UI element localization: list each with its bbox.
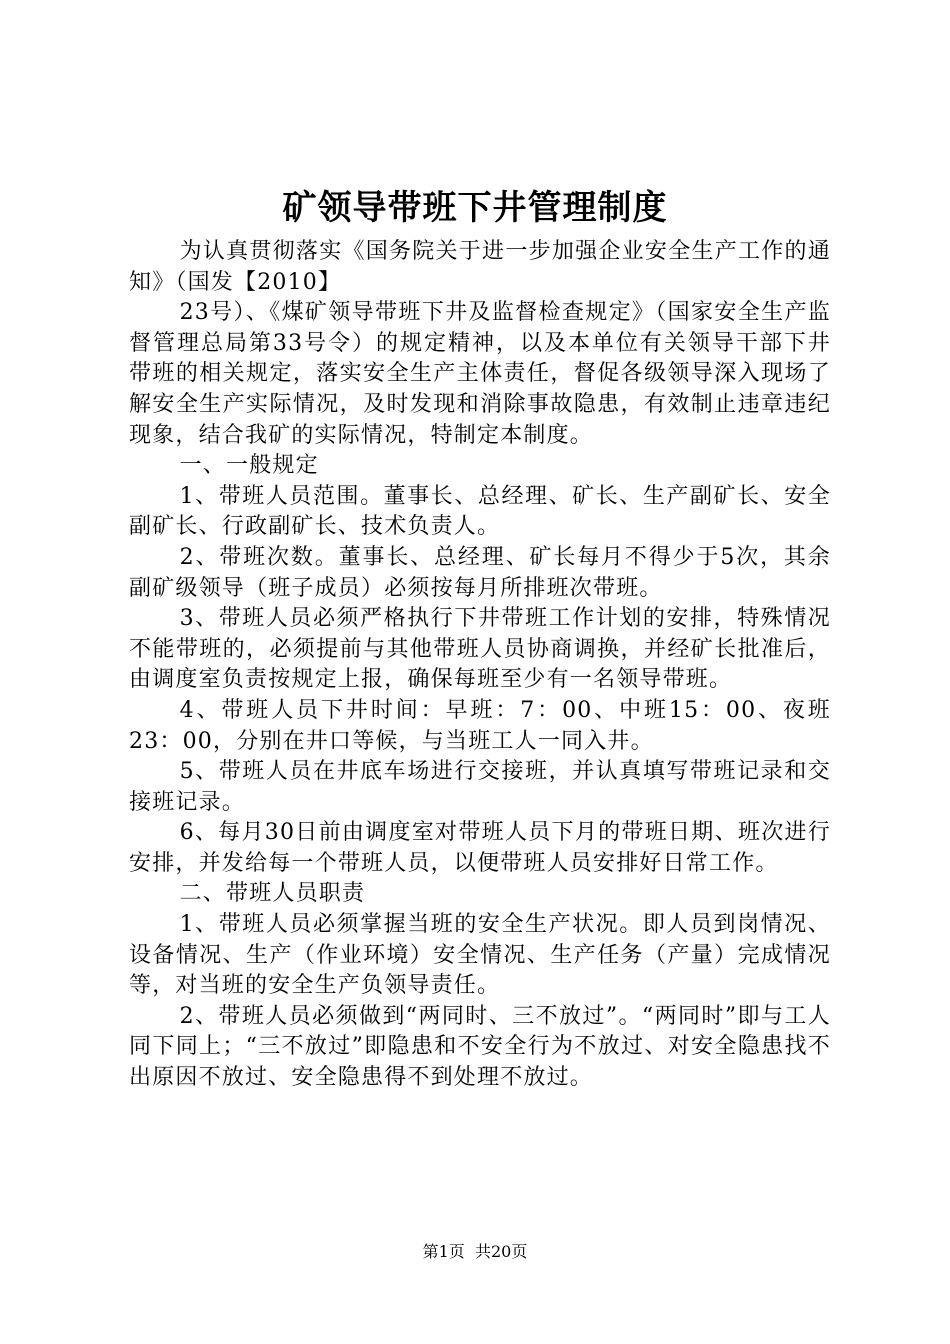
paragraph-duty-1: 1、带班人员必须掌握当班的安全生产状况。即人员到岗情况、设备情况、生产（作业环境）安全情况、生产任务（产量）完成情况等，对当班的安全生产负领导责任。 [129, 912, 831, 999]
page-total: 共20页 [474, 1242, 528, 1261]
paragraph-intro: 为认真贯彻落实《国务院关于进一步加强企业安全生产工作的通知》（国发【2010】 [129, 239, 831, 295]
paragraph-rule-3: 3、带班人员必须严格执行下井带班工作计划的安排，特殊情况不能带班的，必须提前与其他带班人员协商调换，并经矿长批准后，由调度室负责按规定上报，确保每班至少有一名领导带班。 [129, 606, 831, 693]
page-footer [0, 1240, 950, 1264]
paragraph-rule-1: 1、带班人员范围。董事长、总经理、矿长、生产副矿长、安全副矿长、行政副矿长、技术负责人。 [129, 483, 831, 540]
paragraph-rule-5: 5、带班人员在井底车场进行交接班，并认真填写带班记录和交接班记录。 [129, 759, 831, 815]
page-number: 第1页 [422, 1242, 465, 1261]
paragraph-rule-6: 6、每月30日前由调度室对带班人员下月的带班日期、班次进行安排，并发给每一个带班人员，以便带班人员安排好日常工作。 [129, 820, 831, 876]
paragraph-intro-continued: 23号）、《煤矿领导带班下井及监督检查规定》（国家安全生产监督管理总局第33号令）的规定精神，以及本单位有关领导干部下井带班的相关规定，落实安全生产主体责任，督促各级领导深入现场了解安全生产实际情况，及时发现和消除事故隐患，有效制止违章违纪现象，结合我矿的实际情况，特制定本制度。 [129, 300, 831, 448]
paragraph-duty-2: 2、带班人员必须做到“两同时、三不放过”。“两同时”即与工人同下同上；“三不放过”即隐患和不安全行为不放过、对安全隐患找不出原因不放过、安全隐患得不到处理不放过。 [129, 1003, 831, 1091]
section-heading-general: 一、一般规定 [179, 453, 319, 479]
paragraph-rule-4: 4、带班人员下井时间：早班：7：00、中班15：00、夜班23：00，分别在井口等候，与当班工人一同入井。 [129, 697, 831, 754]
section-heading-duties: 二、带班人员职责 [179, 881, 366, 907]
document-title: 矿领导带班下井管理制度 [282, 188, 668, 228]
paragraph-rule-2: 2、带班次数。董事长、总经理、矿长每月不得少于5次，其余副矿级领导（班子成员）必须按每月所排班次带班。 [129, 544, 831, 601]
document-body [129, 237, 831, 1094]
